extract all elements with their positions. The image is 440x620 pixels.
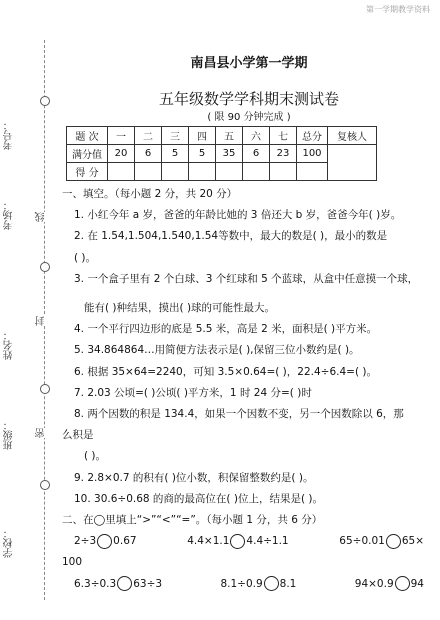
question-line: 1. 小红今年 a 岁，爸爸的年龄比她的 3 倍还大 b 岁，爸爸今年( )岁。: [74, 209, 402, 222]
score-cell[interactable]: [270, 163, 297, 181]
answer-circle[interactable]: [97, 534, 112, 549]
table-cell: 六: [243, 127, 270, 145]
question-content: [62, 184, 432, 595]
question-line: 3. 一个盒子里有 2 个白球、3 个红球和 5 个蓝球，从盒中任意摸一个球，: [74, 272, 419, 285]
table-cell: 23: [270, 145, 297, 163]
score-cell[interactable]: [189, 163, 216, 181]
score-table: [66, 126, 377, 181]
table-cell: 6: [135, 145, 162, 163]
question-line: 4. 一个平行四边形的底是 5.5 米，高是 2 米，面积是( )平方米。: [74, 323, 378, 336]
line-mark: 线: [36, 212, 47, 222]
school-field: 学校：: [4, 528, 15, 558]
table-cell: 题 次: [67, 127, 108, 145]
header-tag: 第一学期教学资料: [366, 5, 430, 14]
question-line: 9. 2.8×0.7 的积有( )位小数，积保留整数约是( )。: [74, 471, 314, 484]
exam-room-field: 考场：: [4, 200, 15, 230]
binding-hole: [40, 384, 50, 394]
answer-circle[interactable]: [264, 576, 279, 591]
question-line: 能有( )种结果，摸出( )球的可能性最大。: [84, 302, 276, 315]
question-line: 2. 在 1.54,1.504,1.540,1.5̇4̇等数中，最大的数是( )，最小的数是: [74, 230, 388, 243]
seal-mark: 封: [36, 316, 47, 326]
table-row: [67, 145, 377, 163]
table-cell: 七: [270, 127, 297, 145]
exam-number-field: 考号：: [4, 120, 15, 150]
binding-hole: [40, 480, 50, 490]
answer-circle[interactable]: [230, 534, 245, 549]
exam-subtitle: 五年级数学学科期末测试卷: [158, 90, 339, 108]
compare-item: 94×0.9 94: [354, 577, 424, 590]
table-cell: 复核人: [328, 127, 377, 145]
binding-hole: [40, 262, 50, 272]
compare-row: [62, 531, 432, 552]
time-limit: ( 限 90 分钟完成 ): [207, 112, 291, 123]
compare-row: [62, 574, 432, 595]
table-cell: 总分: [297, 127, 328, 145]
table-cell: 满分值: [67, 145, 108, 163]
compare-item: 65÷0.01 65×: [339, 535, 424, 548]
question-line: 7. 2.03 公顷=( )公顷( )平方米，1 时 24 分=( )时: [74, 386, 312, 399]
compare-item: 8.1÷0.9 8.1: [220, 577, 297, 590]
answer-circle[interactable]: [395, 576, 410, 591]
table-cell: 5: [162, 145, 189, 163]
binding-margin: [0, 0, 58, 620]
binding-hole: [40, 96, 50, 106]
table-cell: 四: [189, 127, 216, 145]
score-cell[interactable]: [162, 163, 189, 181]
question-line: 6. 根据 35×64=2240，可知 3.5×0.64=( )，22.4÷6.4=( )。: [74, 365, 377, 378]
answer-circle[interactable]: [386, 534, 401, 549]
exam-title: 南昌县小学第一学期: [190, 56, 308, 71]
table-cell: 一: [108, 127, 135, 145]
table-cell: 35: [216, 145, 243, 163]
section-heading: 一、填空。（每小题 2 分，共 20 分）: [62, 188, 238, 200]
secret-mark: 密: [36, 428, 47, 438]
table-cell: 得 分: [67, 163, 108, 181]
reviewer-cell[interactable]: [328, 145, 377, 181]
score-cell[interactable]: [135, 163, 162, 181]
answer-circle[interactable]: [117, 576, 132, 591]
table-cell: 二: [135, 127, 162, 145]
table-cell: 100: [297, 145, 328, 163]
section-heading: 二、在◯里填上“>”“<”“=”。（每小题 1 分，共 6 分）: [62, 514, 323, 527]
table-row: [67, 127, 377, 145]
question-line: ( )。: [74, 251, 97, 264]
question-line: 10. 30.6÷0.68 的商的最高位在( )位上，结果是( )。: [74, 492, 323, 505]
question-line: 5. 34.864864…用简便方法表示是( ),保留三位小数约是( )。: [74, 344, 360, 357]
score-cell[interactable]: [297, 163, 328, 181]
compare-item: 6.3÷0.3 63÷3: [74, 577, 163, 590]
table-cell: 五: [216, 127, 243, 145]
compare-item: 4.4×1.1 4.4÷1.1: [187, 535, 289, 548]
table-cell: 20: [108, 145, 135, 163]
score-cell[interactable]: [108, 163, 135, 181]
table-cell: 6: [243, 145, 270, 163]
compare-row-tail: 100: [62, 556, 83, 569]
question-line: 8. 两个因数的积是 134.4，如果一个因数不变，另一个因数除以 6，那: [74, 408, 404, 421]
question-line: 么积是: [62, 429, 94, 442]
table-cell: 三: [162, 127, 189, 145]
score-cell[interactable]: [243, 163, 270, 181]
class-field: 班级：: [4, 420, 15, 450]
name-field: 姓名：: [4, 330, 15, 360]
score-cell[interactable]: [216, 163, 243, 181]
table-cell: 5: [189, 145, 216, 163]
compare-item: 2÷3 0.67: [74, 535, 137, 548]
question-line: ( )。: [84, 450, 107, 463]
